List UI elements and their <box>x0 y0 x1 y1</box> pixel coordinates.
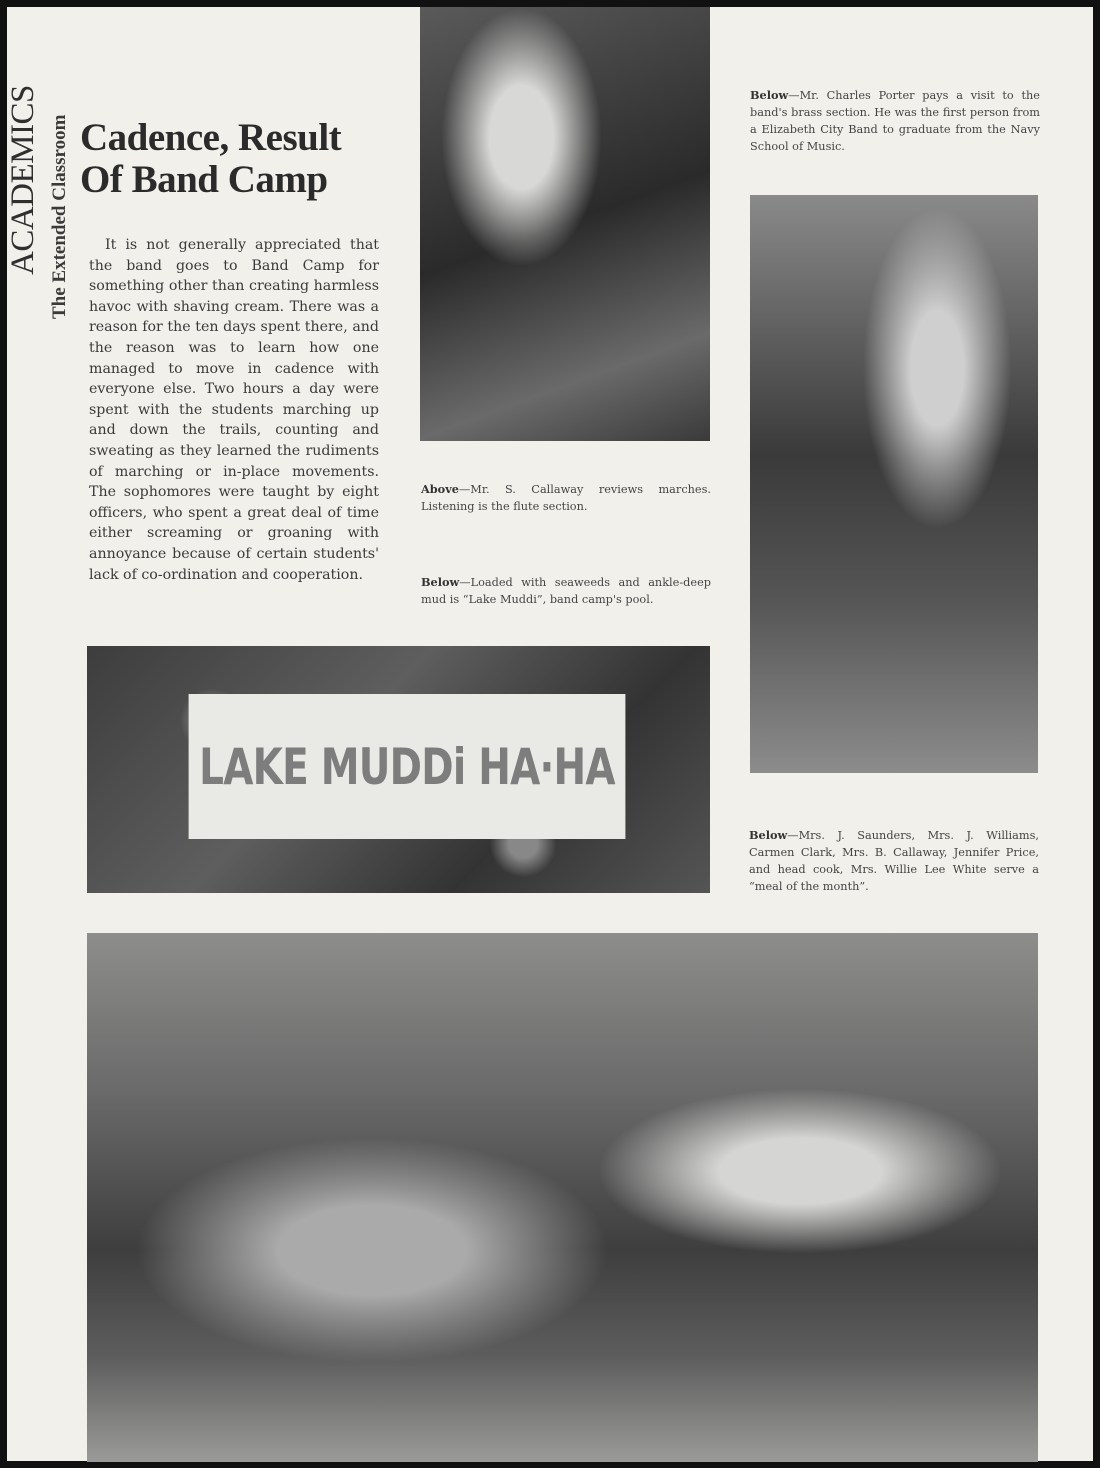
caption-text: —Mrs. J. Saunders, Mrs. J. Williams, Carmen Clark, Mrs. B. Callaway, Jennifer Price, and head cook, Mrs. Willie Lee White serve a “meal of the month”. <box>749 829 1039 893</box>
caption-lake <box>421 574 711 608</box>
caption-lead: Below <box>750 88 789 102</box>
title-line-1: Cadence, Result <box>80 116 342 159</box>
caption-text: —Mr. S. Callaway reviews marches. Listening is the flute section. <box>421 483 711 513</box>
sign-text: LAKE MUDDi HA·HA <box>189 694 626 839</box>
yearbook-page <box>7 7 1093 1461</box>
photo-conductor <box>420 7 710 441</box>
caption-cooks <box>749 827 1039 895</box>
photo-serving-meal <box>87 933 1038 1462</box>
caption-porter <box>750 87 1040 155</box>
caption-lead: Below <box>421 575 460 589</box>
photo-brass-section <box>750 195 1038 773</box>
article-title <box>80 117 341 201</box>
title-line-2: Of Band Camp <box>80 158 328 201</box>
caption-text: —Loaded with seaweeds and ankle-deep mud is “Lake Muddi”, band camp's pool. <box>421 576 711 606</box>
photo-lake-muddi-sign <box>87 646 710 893</box>
caption-lead: Above <box>421 482 459 496</box>
article-body: It is not generally appreciated that the band goes to Band Camp for something other than creating harmless havoc with shaving cream. There was a reason for the ten days spent there, and the reason was to learn how one managed to move in cadence with everyone else. Two hours a day were spent with the students marching up and down the trails, counting and sweating as they learned the rudiments of marching or in-place movements. The sophomores were taught by eight officers, who spent a great deal of time either screaming or groaning with annoyance because of certain students' lack of co-ordination and cooperation. <box>89 237 379 583</box>
caption-callaway <box>421 481 711 515</box>
caption-text: —Mr. Charles Porter pays a visit to the band's brass section. He was the first person from a Elizabeth City Band to graduate from the Navy School of Music. <box>750 89 1040 153</box>
caption-lead: Below <box>749 828 788 842</box>
section-label: ACADEMICS <box>5 85 41 275</box>
section-sublabel: The Extended Classroom <box>49 114 70 319</box>
